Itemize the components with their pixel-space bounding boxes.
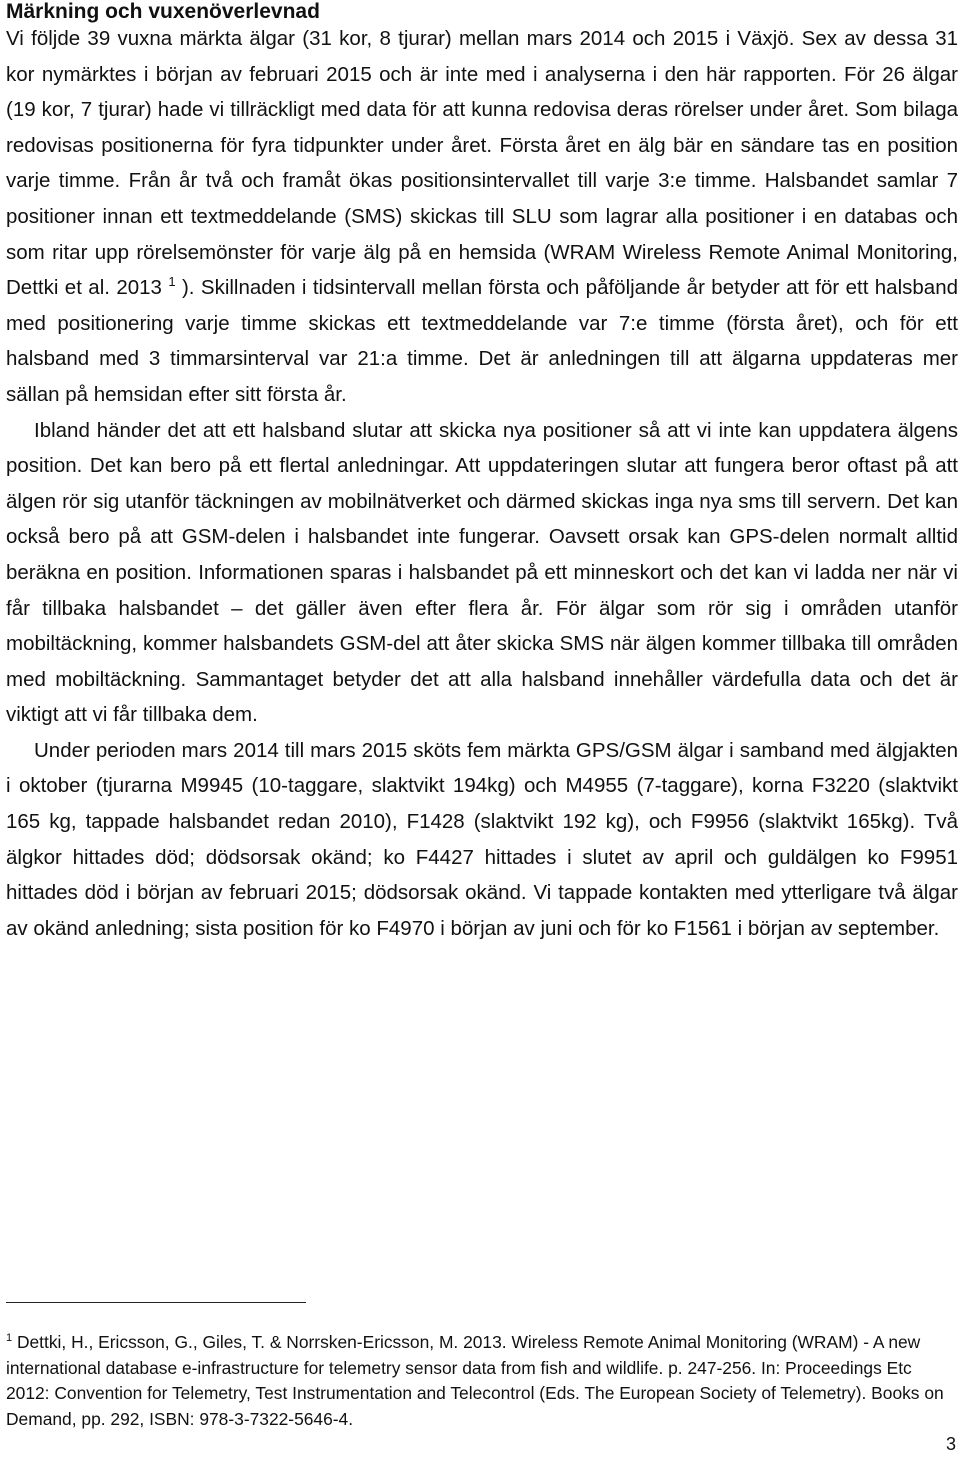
paragraph-3-text: Under perioden mars 2014 till mars 2015 sköts fem märkta GPS/GSM älgar i samband med älgjakten i oktober (tjurarna M9945 (10-taggare, slaktvikt 194kg) och M4955 (7-taggare), korna F3220 (slaktvikt 165 kg, tappade halsbandet redan 2010), F1428 (slaktvikt 192 kg), och F9956 (slaktvikt 165kg). Två älgkor hittades död; dödsorsak okänd; ko F4427 hittades i slutet av april och guldälgen ko F9951 hittades död i början av februari 2015; dödsorsak okänd. Vi tappade kontakten med ytterligare två älgar av okänd anledning; sista position för ko F4970 i början av juni och för ko F1561 i början av september. <box>6 738 958 940</box>
paragraph-3 <box>6 733 958 947</box>
paragraph-1-text-b: ). Skillnaden i tidsintervall mellan första och påföljande år betyder att för ett halsband med positionering varje timme skickas ett textmeddelande var 7:e timme (första året), och för ett halsband med 3 timmarsinterval var 21:a timme. Det är anledningen till att älgarna uppdateras mer sällan på hemsidan efter sitt första år. <box>6 276 958 406</box>
paragraph-2-text: Ibland händer det att ett halsband slutar att skicka nya positioner så att vi inte kan uppdatera älgens position. Det kan bero på ett flertal anledningar. Att uppdateringen slutar att fungera beror oftast på att älgen rör sig utanför täckningen av mobilnätverket och därmed skickas inga nya sms till servern. Det kan också bero på att GSM-delen i halsbandet inte fungerar. Oavsett orsak kan GPS-delen normalt alltid beräkna en position. Informationen sparas i halsbandet på ett minneskort och det kan vi ladda ner när vi får tillbaka halsbandet – det gäller även efter flera år. För älgar som rör sig i områden utanför mobiltäckning, kommer halsbandets GSM-del att åter skicka SMS när älgen kommer tillbaka till områden med mobiltäckning. Sammantaget betyder det att alla halsband innehåller värdefulla data och det är viktigt att vi får tillbaka dem. <box>6 418 958 727</box>
footnote <box>6 1330 958 1432</box>
footnote-separator <box>6 1302 306 1303</box>
paragraph-2 <box>6 413 958 733</box>
page-number: 3 <box>945 1434 956 1454</box>
paragraph-1-text-a: Vi följde 39 vuxna märkta älgar (31 kor, 8 tjurar) mellan mars 2014 och 2015 i Växjö. Sex av dessa 31 kor nymärktes i början av februari 2015 och är inte med i analyserna i den här rapporten. För 26 älgar (19 kor, 7 tjurar) hade vi tillräckligt med data för att kunna redovisa deras rörelser under året. Som bilaga redovisas positionerna för fyra tidpunkter under året. Första året en älg bär en sändare tas en position varje timme. Från år två och framåt ökas positionsintervallet till varje 3:e timme. Halsbandet samlar 7 positioner innan ett textmeddelande (SMS) skickas till SLU som lagrar alla positioner i en databas och som ritar upp rörelsemönster för varje älg på en hemsida (WRAM Wireless Remote Animal Monitoring, Dettki et al. 2013 <box>6 27 958 300</box>
footnote-marker: 1 <box>6 1332 13 1345</box>
document-page <box>6 0 958 1460</box>
paragraph-1 <box>6 21 958 413</box>
footnote-text: Dettki, H., Ericsson, G., Giles, T. & Norrsken-Ericsson, M. 2013. Wireless Remote Animal Monitoring (WRAM) - A new international database e-infrastructure for telemetry sensor data from fish and wildlife. p. 247-256. In: Proceedings Etc 2012: Convention for Telemetry, Test Instrumentation and Telecontrol (Eds. The European Society of Telemetry). Books on Demand, pp. 292, ISBN: 978-3-7322-5646-4. <box>6 1332 944 1429</box>
section-heading: Märkning och vuxenöverlevnad <box>6 0 320 23</box>
footnote-reference: 1 <box>168 274 176 290</box>
